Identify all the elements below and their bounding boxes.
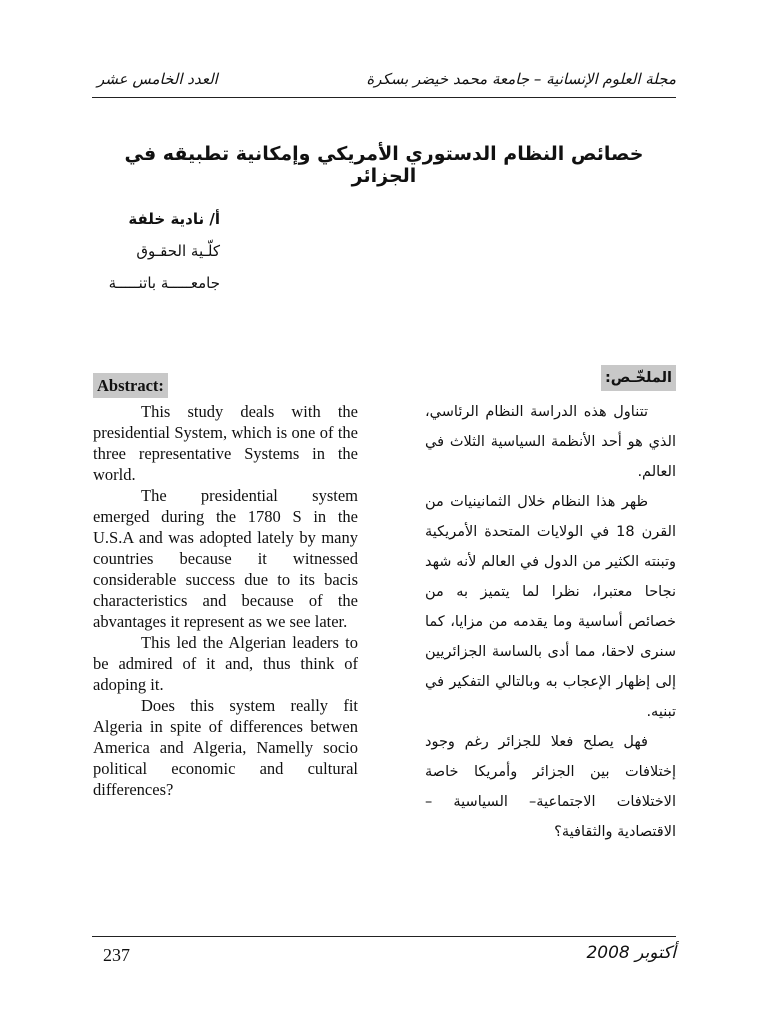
page-number: 237 xyxy=(103,945,130,965)
english-abstract xyxy=(93,373,358,800)
arabic-abstract xyxy=(425,363,676,847)
arabic-abstract-paragraph: ظهر هذا النظام خلال الثمانينيات من القرن 18 في الولايات المتحدة الأمريكية وتبنته الكثير من الدول في العالم لأنه شهد نجاحا معتبرا، نظرا لما يتميز به من خصائص أساسية وما يقدمه من مزايا، كما سنرى لاحقا، مما أدى بالساسة الجزائريين إلى إظهار الإعجاب به وبالتالي التفكير في تبنيه. xyxy=(425,494,677,720)
english-abstract-paragraph: This study deals with the presidential System, which is one of the three representative Systems in the world. xyxy=(93,402,358,484)
author-university: جامعـــــة باتنـــــة xyxy=(108,274,220,292)
author-name: أ/ نادية خلفة xyxy=(128,210,220,228)
footer-divider xyxy=(92,936,676,937)
english-abstract-heading: Abstract: xyxy=(93,373,168,398)
english-abstract-paragraph: Does this system really fit Algeria in spite of differences betwen America and Algeria, Namelly socio political economic and cultural differences? xyxy=(93,696,358,799)
author-faculty: كلّـية الحقـوق xyxy=(136,242,220,260)
article-title: خصائص النظام الدستوري الأمريكي وإمكانية تطبيقه في الجزائر xyxy=(124,143,644,187)
english-abstract-paragraph: The presidential system emerged during the 1780 S in the U.S.A and was adopted lately by many countries because it witnessed considerable success due to its bacis characteristics and because of the abvantages it represent as we see later. xyxy=(93,486,358,631)
header-divider xyxy=(92,97,676,98)
issue-label: العدد الخامس عشر xyxy=(97,70,218,88)
arabic-abstract-paragraph: فهل يصلح فعلا للجزائر رغم وجود إختلافات بين الجزائر وأمريكا خاصة الاختلافات الاجتماعية– السياسية –الاقتصادية والثقافية؟ xyxy=(425,734,676,840)
journal-name: مجلة العلوم الإنسانية – جامعة محمد خيضر بسكرة xyxy=(366,70,676,88)
issue-date: أكتوبر 2008 xyxy=(586,943,676,963)
author-block xyxy=(109,203,220,299)
arabic-abstract-paragraph: تتناول هذه الدراسة النظام الرئاسي، الذي هو أحد الأنظمة السياسية الثلاث في العالم. xyxy=(425,404,676,480)
english-abstract-paragraph: This led the Algerian leaders to be admired of it and, thus think of adoping it. xyxy=(93,633,358,694)
arabic-abstract-heading: الملخّـص: xyxy=(601,365,676,391)
